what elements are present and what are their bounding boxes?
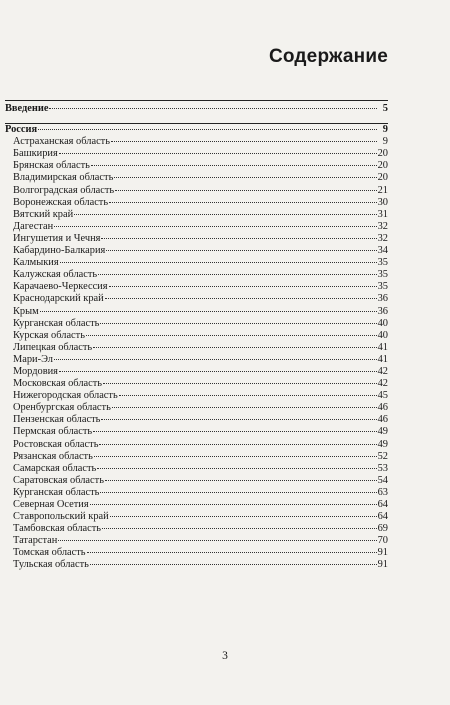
toc-entry-label: Воронежская область [13,196,109,208]
toc-entry-label: Курская область [13,329,85,341]
toc-entry [5,378,388,390]
toc-dot-leader [40,311,377,312]
toc-dot-leader [97,468,376,469]
toc-dot-leader [87,552,377,553]
toc-entry-label: Вятский край [13,208,74,220]
toc-entry [5,414,388,426]
toc-entry-label: Ростовская область [13,438,99,450]
toc-entry [5,463,388,475]
toc-entry-label: Калужская область [13,269,98,281]
toc-entry-label: Краснодарский край [13,293,104,305]
toc-entry-page: 64 [377,499,388,510]
toc-entry [5,354,388,366]
toc-entry [5,535,388,547]
toc-dot-leader [110,516,377,517]
toc-section-entry [5,103,388,115]
toc-entry [5,245,388,257]
toc-entry-label: Мари-Эл [13,353,53,365]
toc-entry-page: 36 [377,305,388,317]
toc-entry-label: Волгоградская область [13,184,115,196]
toc-entry-label: Северная Осетия [13,499,89,510]
toc-dot-leader [90,564,377,565]
toc-dot-leader [99,444,376,445]
page-title: Содержание [268,46,388,67]
toc-entry-page: 91 [377,547,388,559]
toc-entry [5,318,388,330]
toc-entry-label: Карачаево-Черкессия [13,281,108,293]
toc-dot-leader [114,177,376,178]
toc-entry-page: 20 [377,172,388,184]
toc-entry-label: Липецкая область [13,341,93,353]
toc-entry-page: 20 [377,148,388,160]
toc-entry-label: Пензенская область [13,414,101,426]
toc-entry [5,511,388,523]
toc-section-entry [5,124,388,136]
toc-entry-page: 32 [377,220,388,232]
toc-dot-leader [100,492,376,493]
toc-dot-leader [59,371,377,372]
toc-entry-page: 64 [377,511,388,523]
toc-dot-leader [115,190,376,191]
toc-entry [5,402,388,414]
toc-entry [5,547,388,559]
toc-dot-leader [49,108,377,109]
toc-entry [5,233,388,245]
toc-entry-page: 49 [377,426,388,438]
toc-entry-label: Курганская область [13,317,100,329]
toc-entry [5,281,388,293]
toc-dot-leader [105,480,377,481]
toc-entry-label: Оренбургская область [13,402,111,414]
toc-dot-leader [102,528,377,529]
toc-entry [5,475,388,487]
toc-top-rule [5,100,388,101]
toc-dot-leader [109,286,377,287]
toc-entry-label: Брянская область [13,160,90,172]
toc-dot-leader [101,419,376,420]
toc-entry-page: 20 [377,160,388,172]
toc-entry-page: 9 [382,136,388,148]
toc-entry-page: 30 [377,196,388,208]
toc-entry [5,366,388,378]
toc-entry-label: Крым [13,305,39,317]
toc-entry-page: 41 [377,353,388,365]
toc-dot-leader [106,250,376,251]
toc-entry-page: 34 [377,245,388,257]
toc-entry-label: Кабардино-Балкария [13,245,106,257]
toc-dot-leader [119,395,377,396]
toc-entry [5,342,388,354]
toc-dot-leader [58,540,376,541]
toc-entry [5,306,388,318]
toc-dot-leader [98,274,376,275]
toc-dot-leader [93,431,376,432]
toc-entry-label: Московская область [13,378,103,390]
toc-entry-label: Пермская область [13,426,93,438]
toc-dot-leader [105,298,377,299]
toc-dot-leader [74,214,376,215]
toc-entry-page: 21 [377,184,388,196]
toc-entry [5,221,388,233]
toc-entry-page: 9 [382,124,388,136]
toc-entry-label: Нижегородская область [13,390,118,402]
toc-entry-page: 46 [377,402,388,414]
toc-dot-leader [54,359,377,360]
toc-dot-leader [103,383,377,384]
toc-entry [5,487,388,499]
toc-entry-label: Тамбовская область [13,523,102,535]
toc-entry [5,451,388,463]
toc-entry-label: Введение [5,103,49,114]
toc-entry-page: 54 [377,474,388,486]
toc-dot-leader [91,165,377,166]
toc-entry-label: Томская область [13,547,86,559]
toc-entry-label: Самарская область [13,462,97,474]
toc-entry-page: 46 [377,414,388,426]
toc-entry-page: 35 [377,257,388,269]
toc-entry-page: 53 [377,462,388,474]
toc-entry-label: Россия [5,124,38,136]
toc-entry-label: Мордовия [13,365,58,377]
toc-dot-leader [54,226,376,227]
toc-entry-label: Курганская область [13,486,100,498]
toc-entry-page: 40 [377,317,388,329]
toc-dot-leader [90,504,377,505]
toc-entry-label: Астраханская область [13,136,110,148]
toc-dot-leader [111,141,377,142]
toc-entry-label: Рязанская область [13,450,93,462]
toc-entry-page: 40 [377,329,388,341]
toc-entry-page: 70 [377,535,388,547]
toc-entry [5,293,388,305]
toc-dot-leader [59,153,377,154]
toc-entry-page: 45 [377,390,388,402]
toc-entry-page: 5 [382,103,388,114]
toc-entry [5,197,388,209]
toc-entry [5,257,388,269]
toc-entry-label: Дагестан [13,220,54,232]
toc-entry-page: 42 [377,378,388,390]
toc-entry-page: 32 [377,232,388,244]
toc-entry-page: 35 [377,281,388,293]
toc-entry-page: 42 [377,365,388,377]
toc-entry-label: Калмыкия [13,257,59,269]
toc-dot-leader [112,407,377,408]
toc-entry [5,559,388,571]
toc-entry-label: Ставропольский край [13,511,109,523]
toc-entry [5,172,388,184]
toc-entry [5,136,388,148]
toc-entry-page: 35 [377,269,388,281]
toc-entry-page: 69 [377,523,388,535]
toc-entry-page: 63 [377,486,388,498]
toc-entry [5,390,388,402]
toc-entry [5,523,388,535]
toc-dot-leader [94,456,377,457]
toc-entry-label: Тульская область [13,559,89,571]
toc-entry [5,160,388,172]
toc-entry-label: Татарстан [13,535,58,547]
toc-entry-page: 41 [377,341,388,353]
page-number: 3 [222,650,228,662]
toc-entry [5,439,388,451]
toc-entry [5,330,388,342]
toc-entry [5,185,388,197]
toc-entry [5,426,388,438]
toc-dot-leader [100,323,376,324]
toc-dot-leader [86,335,377,336]
toc-entry-label: Ингушетия и Чечня [13,232,101,244]
toc-dot-leader [38,129,377,130]
toc-entry-page: 52 [377,450,388,462]
toc-dot-leader [93,347,376,348]
toc-entry [5,148,388,160]
toc-entry-page: 31 [377,208,388,220]
table-of-contents [5,103,388,572]
toc-dot-leader [109,202,377,203]
toc-entry [5,269,388,281]
toc-entry-page: 36 [377,293,388,305]
toc-entry [5,209,388,221]
toc-entry-label: Владимирская область [13,172,114,184]
toc-entry-label: Башкирия [13,148,58,160]
toc-entry-page: 49 [377,438,388,450]
toc-entry-label: Саратовская область [13,474,104,486]
toc-dot-leader [101,238,376,239]
toc-dot-leader [60,262,377,263]
toc-entry [5,499,388,511]
toc-entry-page: 91 [377,559,388,571]
